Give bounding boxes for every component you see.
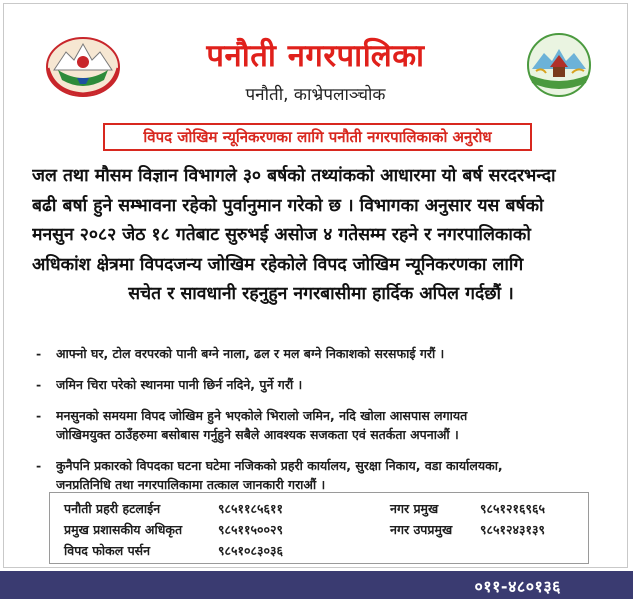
page-subtitle: पनौती, काभ्रेपलाञ्चोक <box>245 85 386 105</box>
appeal-line: सचेत र सावधानी रहनुहुन नगरबासीमा हार्दिक अपिल गर्दछौं । <box>128 284 514 304</box>
appeal-paragraph <box>32 162 610 310</box>
contact-number[interactable]: ९८५११५००२९ <box>218 522 284 537</box>
contact-label: नगर प्रमुख <box>390 501 439 516</box>
appeal-line: बढी बर्षा हुने सम्भावना रहेको पुर्वानुमान गरेको छ । विभागका अनुसार यस बर्षको <box>32 195 544 216</box>
advice-text: जनप्रतिनिधि तथा नगरपालिकामा तत्काल जानकारी गराऔं । <box>56 477 326 492</box>
advice-item <box>36 456 616 494</box>
contact-number[interactable]: ९८५१२१६९६५ <box>480 501 546 516</box>
municipality-logo-icon <box>526 31 592 103</box>
contact-box <box>49 492 589 564</box>
advice-text: जमिन चिरा परेको स्थानमा पानी छिर्न नदिने, पुर्ने गरौं । <box>56 377 303 392</box>
advice-text: जोखिमयुक्त ठाउँहरुमा बसोबास गर्नुहुने सबैले आवश्यक सजकता एवं सतर्कता अपनाऔं । <box>56 427 459 442</box>
page-title: पनौती नगरपालिका <box>206 38 425 74</box>
contact-label: प्रमुख प्रशासकीय अधिकृत <box>64 522 183 537</box>
advice-text: आफ्नो घर, टोल वरपरको पानी बग्ने नाला, ढल र मल बग्ने निकाशको सरसफाई गरौं । <box>56 346 445 361</box>
footer-bar <box>0 571 633 599</box>
bullet-marker: - <box>36 377 42 392</box>
bullet-marker: - <box>36 408 42 423</box>
footer-phone[interactable]: ०११-४८०१३६ <box>474 577 561 596</box>
advice-item <box>36 344 616 363</box>
advice-list <box>36 344 616 506</box>
advice-item <box>36 406 616 444</box>
contact-number[interactable]: ९८५११८५६११ <box>218 501 284 516</box>
appeal-banner: विपद जोखिम न्यूनिकरणका लागि पनौती नगरपालिकाको अनुरोध <box>103 123 532 151</box>
contact-label: विपद फोकल पर्सन <box>64 543 151 558</box>
advice-text: कुनैपनि प्रकारको विपदका घटना घटेमा नजिकको प्रहरी कार्यालय, सुरक्षा निकाय, वडा कार्यालयका, <box>56 458 503 473</box>
contact-number[interactable]: ९८५१०८३०३६ <box>218 543 284 558</box>
appeal-line: मनसुन २०८२ जेठ १८ गतेबाट सुरुभई असोज ४ गतेसम्म रहने र नगरपालिकाको <box>32 225 531 245</box>
bullet-marker: - <box>36 458 42 473</box>
contact-label: नगर उपप्रमुख <box>390 522 453 537</box>
contact-number[interactable]: ९८५१२४३१३९ <box>480 522 546 537</box>
appeal-line: अधिकांश क्षेत्रमा विपदजन्य जोखिम रहेकोले विपद जोखिम न्यूनिकरणका लागि <box>32 254 524 275</box>
advice-item <box>36 375 616 394</box>
poster-frame <box>3 3 628 568</box>
bullet-marker: - <box>36 346 42 361</box>
advice-text: मनसुनको समयमा विपद जोखिम हुने भएकोले भिरालो जमिन, नदि खोला आसपास लगायत <box>56 408 468 423</box>
contact-label: पनौती प्रहरी हटलाईन <box>64 501 161 516</box>
appeal-line: जल तथा मौसम विज्ञान विभागले ३० बर्षको तथ्यांकको आधारमा यो बर्ष सरदरभन्दा <box>32 166 556 186</box>
